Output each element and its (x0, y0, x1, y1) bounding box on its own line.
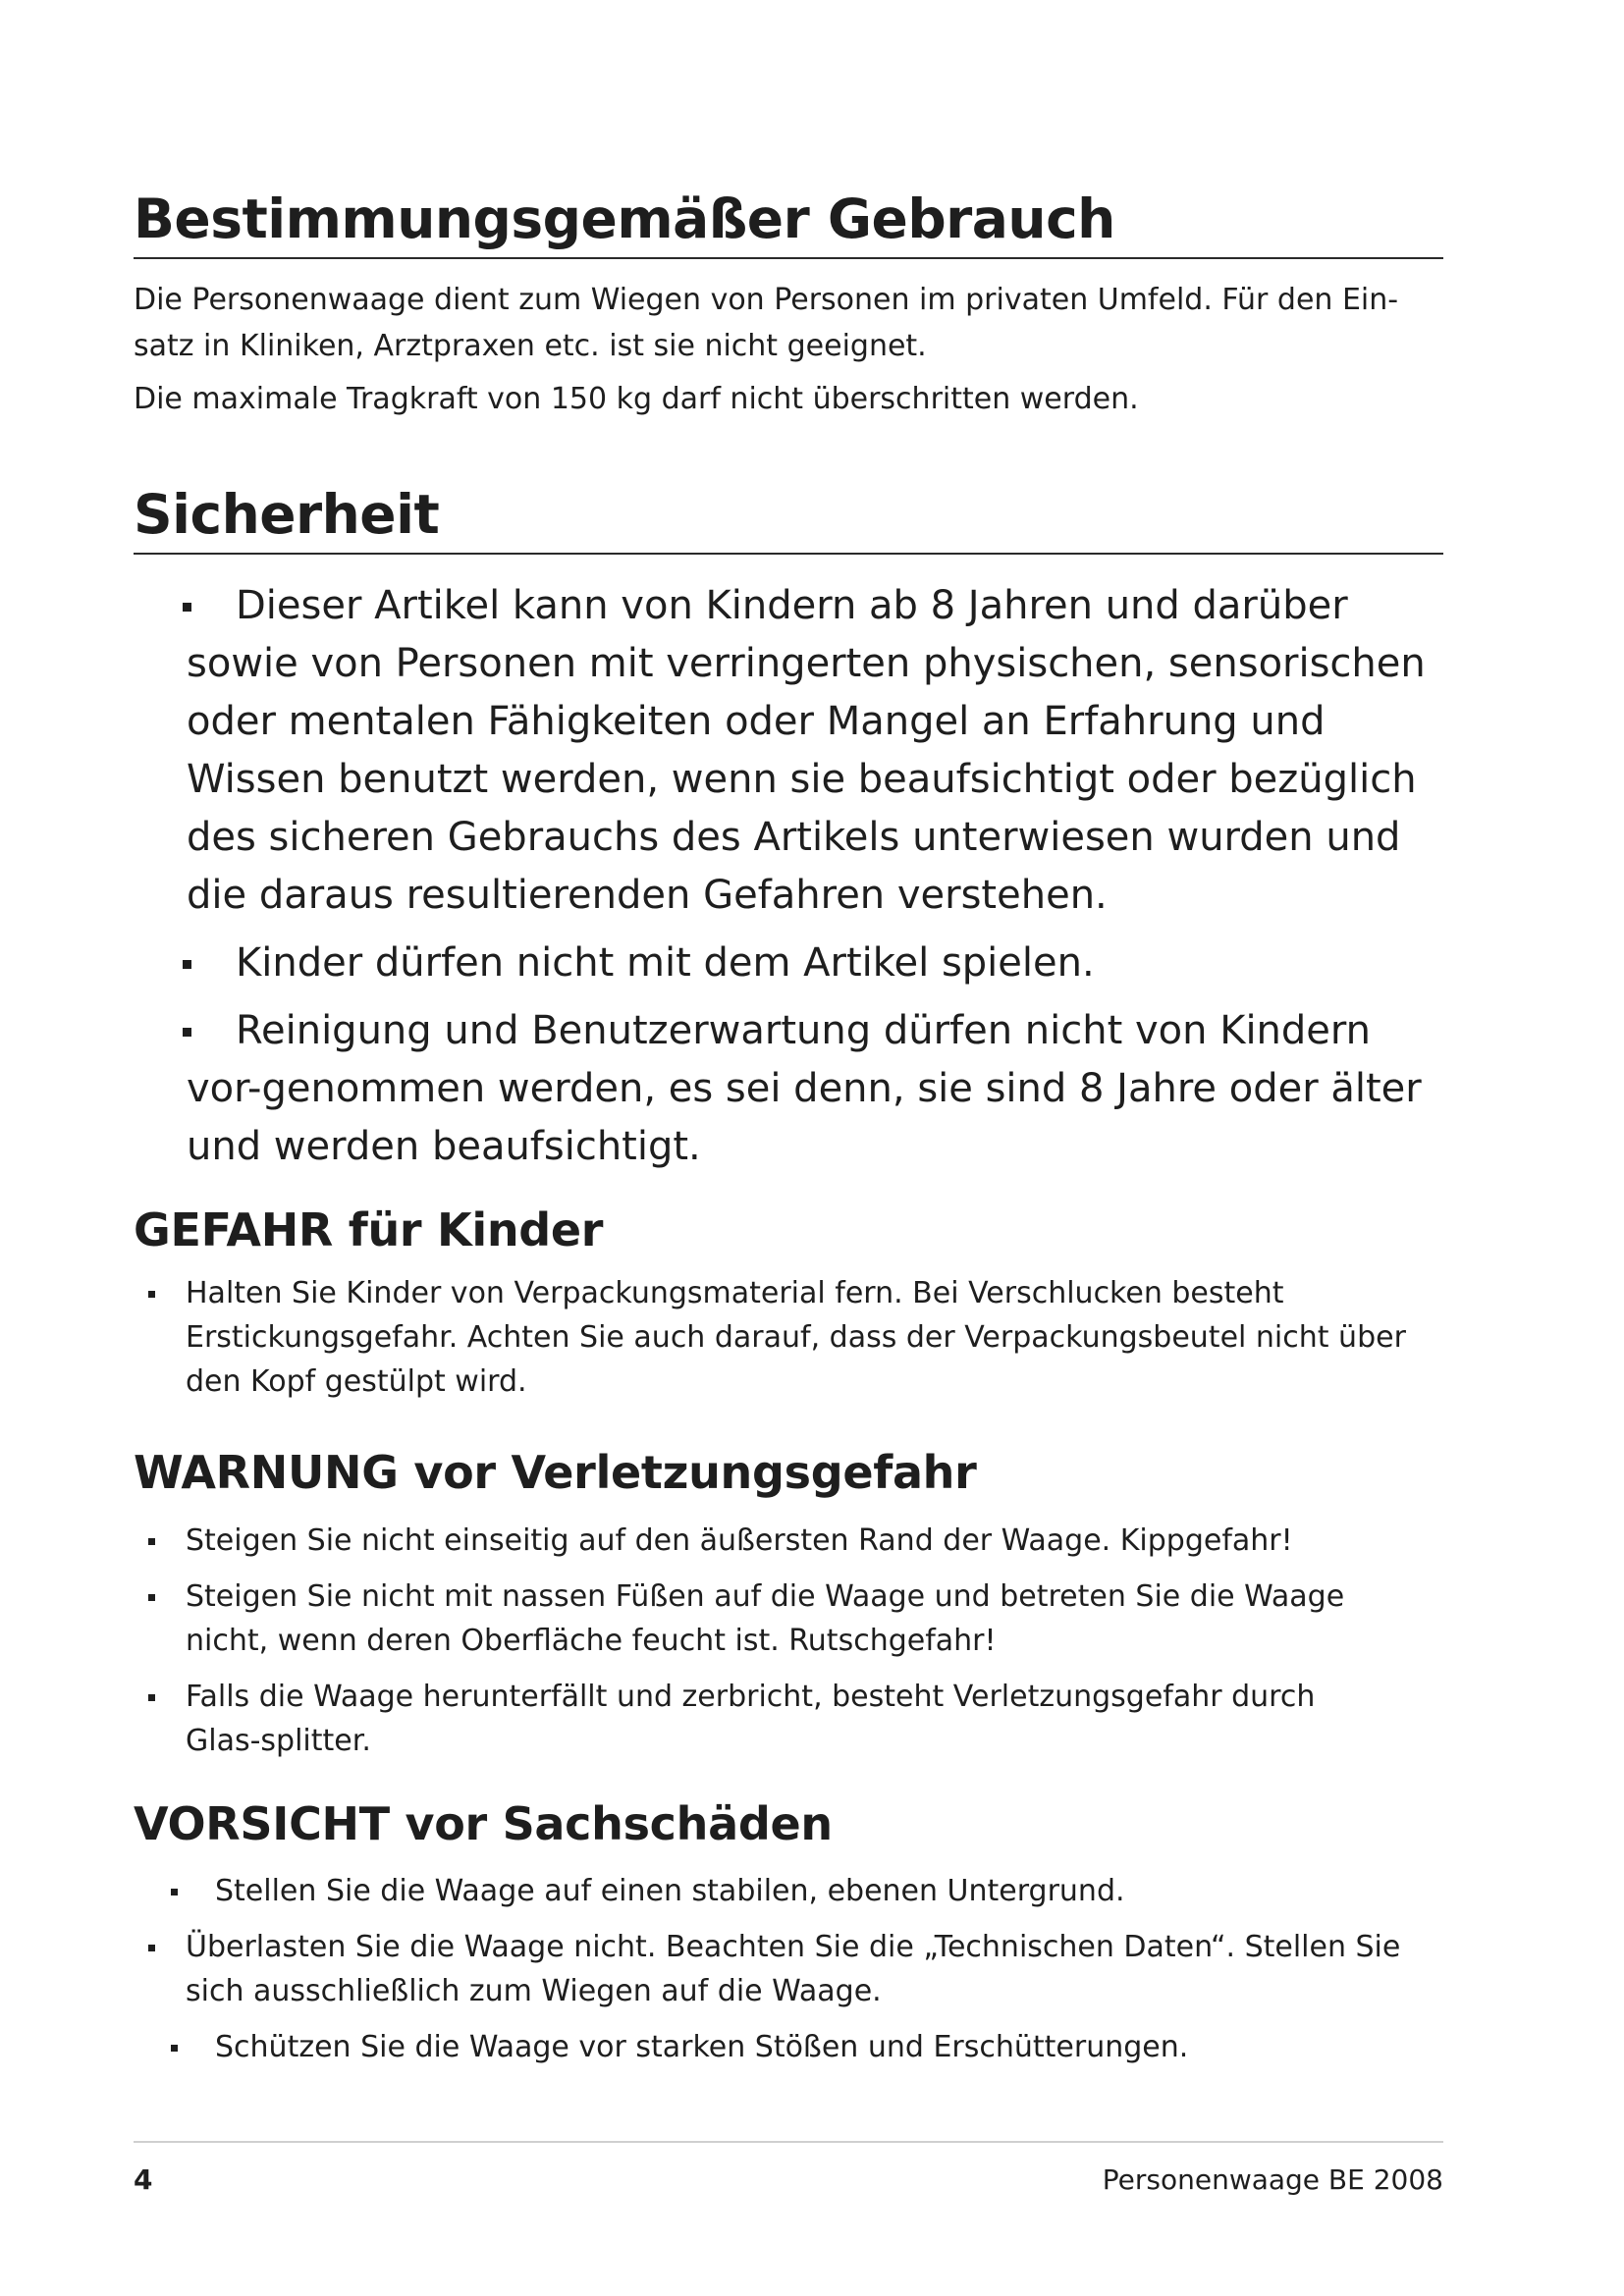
section-title-intended-use: Bestimmungsgemäßer Gebrauch (134, 187, 1115, 250)
section-title-injury-warning: WARNUNG vor Verletzungsgefahr (134, 1446, 977, 1499)
bullet-icon (148, 1945, 155, 1951)
list-item: Stellen Sie die Waage auf einen stabilen, ebenen Untergrund. (134, 1869, 1443, 1913)
bullet-icon (148, 1291, 155, 1298)
bullet-icon (183, 603, 191, 612)
list-item: Falls die Waage herunterfällt und zerbricht, besteht Verletzungsgefahr durch Glas-splitter. (134, 1675, 1390, 1763)
section-title-danger-children: GEFAHR für Kinder (134, 1203, 604, 1256)
bullet-icon (171, 2045, 178, 2052)
property-damage-list (134, 1869, 1443, 2069)
list-item: Steigen Sie nicht einseitig auf den äußersten Rand der Waage. Kippgefahr! (134, 1519, 1390, 1563)
safety-list (187, 577, 1453, 1176)
list-item: Steigen Sie nicht mit nassen Füßen auf die Waage und betreten Sie die Waage nicht, wenn deren Oberfläche feucht ist. Rutschgefahr! (134, 1575, 1390, 1663)
footer-rule (134, 2141, 1443, 2143)
bullet-icon (171, 1889, 178, 1896)
bullet-icon (148, 1538, 155, 1545)
list-item: Überlasten Sie die Waage nicht. Beachten Sie die „Technischen Daten“. Stellen Sie sich ausschließlich zum Wiegen auf die Waage. (134, 1925, 1443, 2013)
bullet-icon (148, 1594, 155, 1601)
section-rule (134, 553, 1443, 555)
document-name: Personenwaage BE 2008 (1102, 2163, 1443, 2196)
list-item: Reinigung und Benutzerwartung dürfen nicht von Kindern vor-genommen werden, es sei denn, sie sind 8 Jahre oder älter und werden beaufsichtigt. (187, 1002, 1453, 1176)
paragraph-usage-line-2: satz in Kliniken, Arztpraxen etc. ist sie nicht geeignet. (134, 329, 927, 363)
manual-page (134, 0, 1443, 2296)
injury-warning-list (134, 1519, 1390, 1763)
list-item: Halten Sie Kinder von Verpackungsmaterial fern. Bei Verschlucken besteht Erstickungsgefahr. Achten Sie auch darauf, dass der Verpackungsbeutel nicht über den Kopf gestülpt wird. (134, 1271, 1420, 1404)
list-item: Dieser Artikel kann von Kindern ab 8 Jahren und darüber sowie von Personen mit verringerten physischen, sensorischen oder mentalen Fähigkeiten oder Mangel an Erfahrung und Wissen benutzt werden, wenn sie beaufsichtigt oder bezüglich des sicheren Gebrauchs des Artikels unterwiesen wurden und die daraus resultierenden Gefahren verstehen. (187, 577, 1453, 925)
list-item: Kinder dürfen nicht mit dem Artikel spielen. (187, 934, 1453, 992)
bullet-icon (183, 1028, 191, 1037)
paragraph-usage (134, 277, 1443, 369)
page-number: 4 (134, 2163, 153, 2196)
section-rule (134, 257, 1443, 259)
list-item: Schützen Sie die Waage vor starken Stößen und Erschütterungen. (134, 2025, 1443, 2069)
section-title-safety: Sicherheit (134, 483, 440, 546)
section-title-property-damage: VORSICHT vor Sachschäden (134, 1797, 833, 1850)
bullet-icon (183, 960, 191, 969)
danger-children-list (134, 1271, 1420, 1404)
bullet-icon (148, 1694, 155, 1701)
paragraph-usage-line-1: Die Personenwaage dient zum Wiegen von Personen im privaten Umfeld. Für den Ein- (134, 283, 1399, 317)
paragraph-max-load: Die maximale Tragkraft von 150 kg darf nicht überschritten werden. (134, 382, 1139, 416)
